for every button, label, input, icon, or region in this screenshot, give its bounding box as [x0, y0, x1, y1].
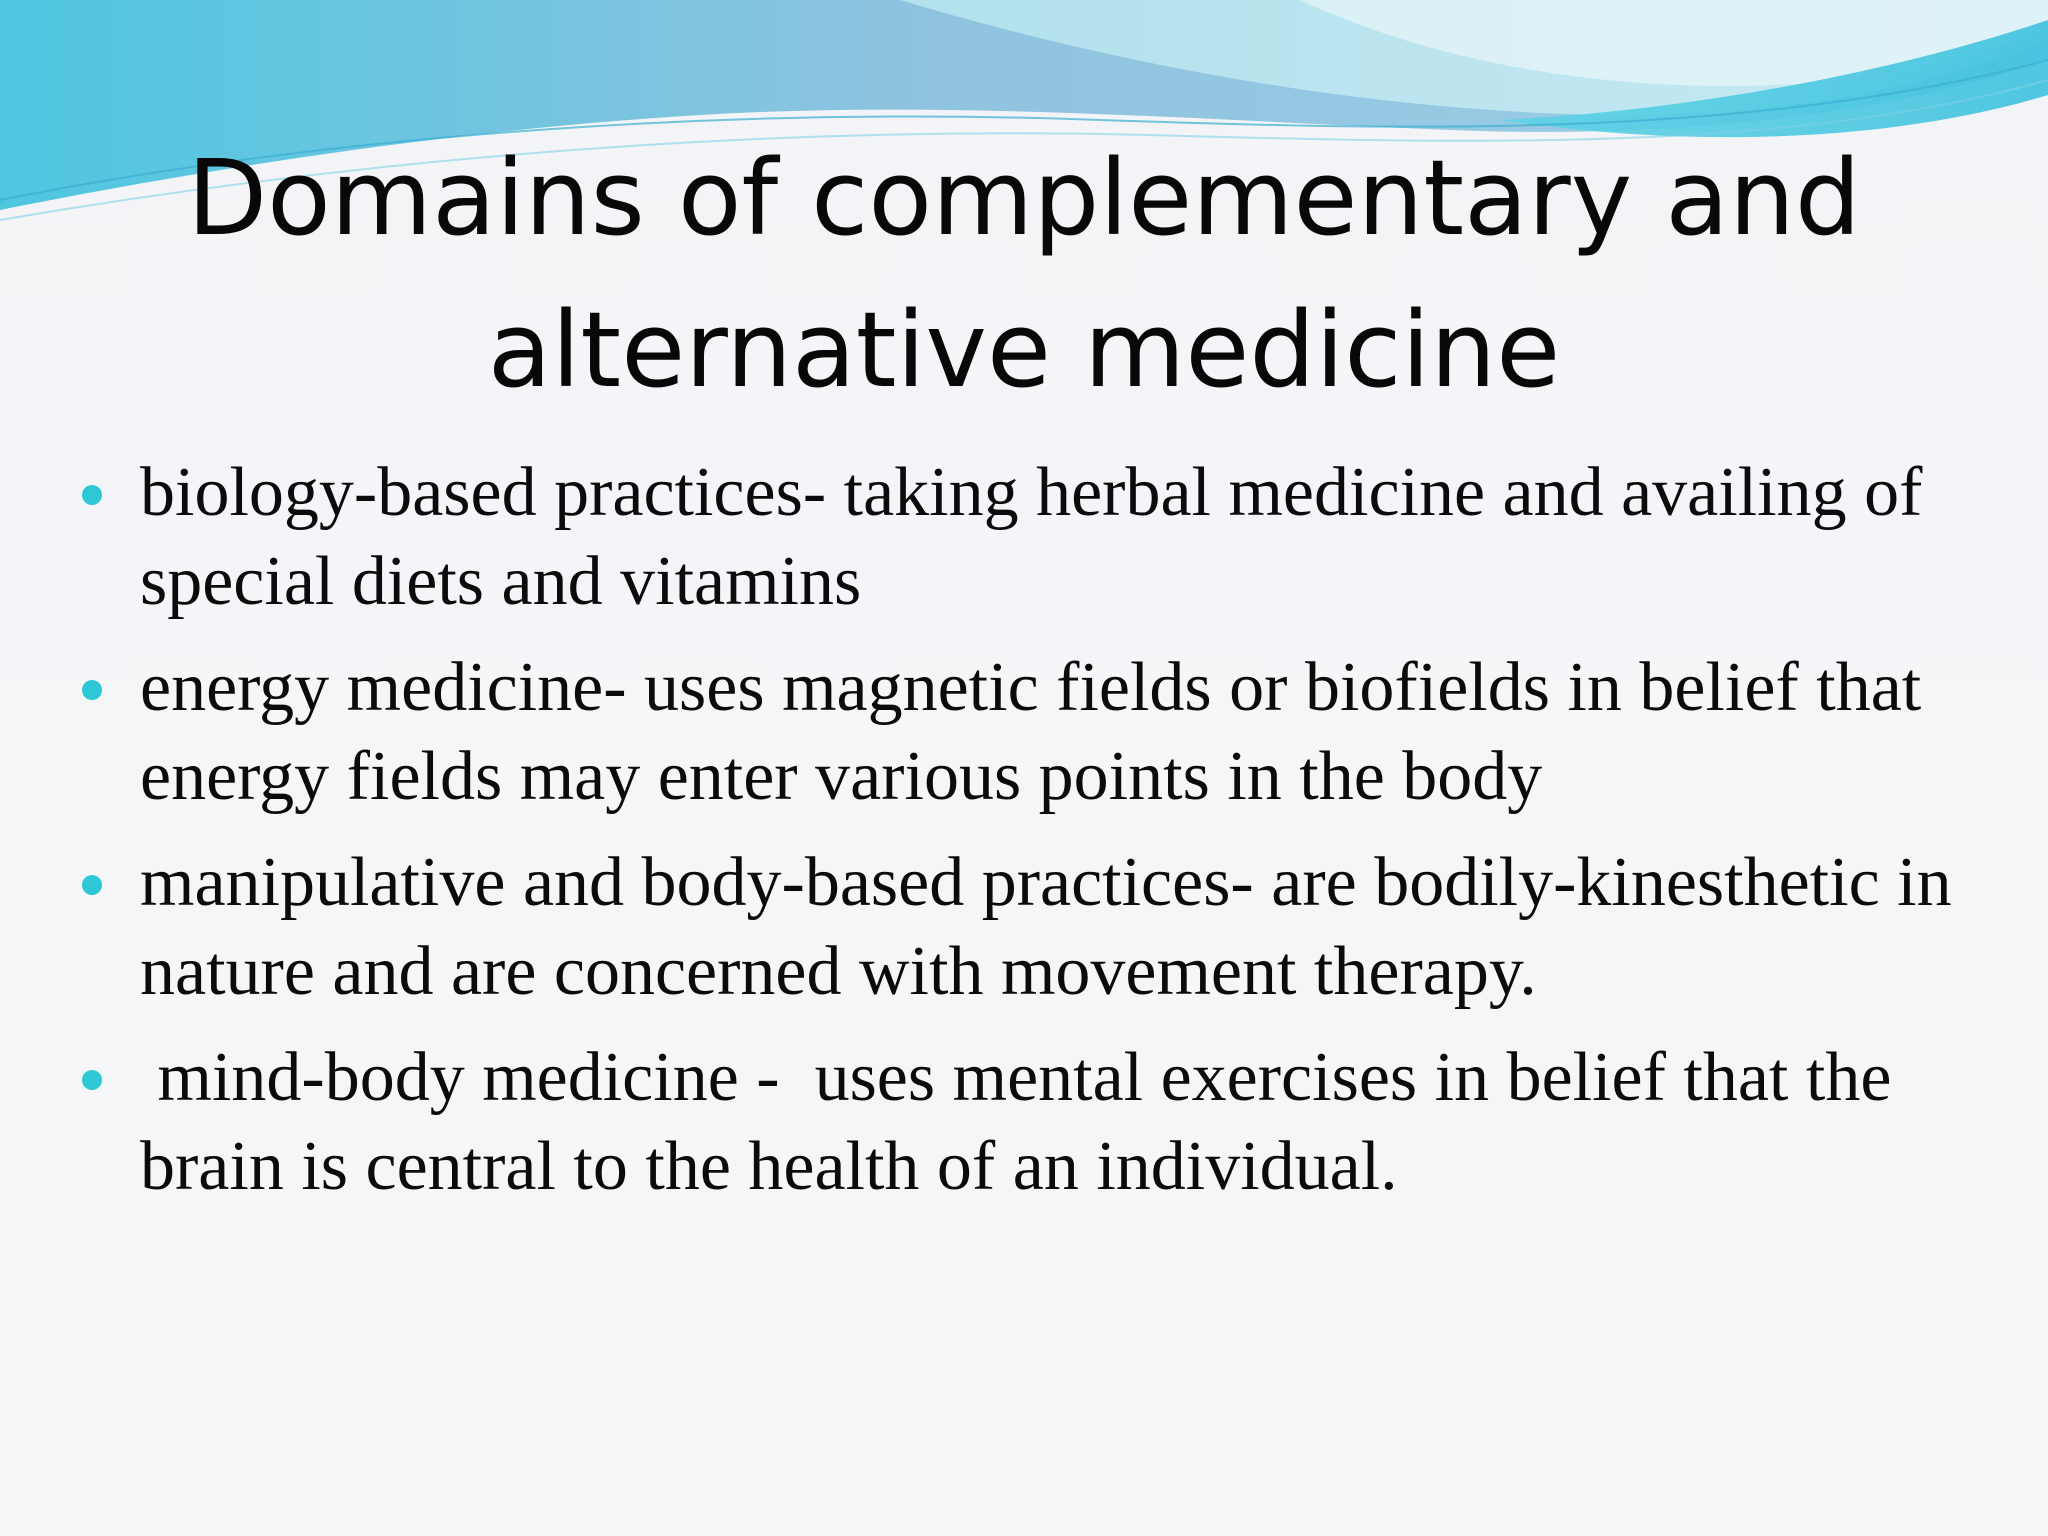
- bullet-item-manipulative: [80, 838, 1960, 1016]
- bullet-item-energy-medicine: [80, 643, 1960, 821]
- teal-bullet-icon: [82, 1070, 102, 1090]
- slide-title: Domains of complementary and alternative medicine: [187, 137, 1861, 411]
- teal-bullet-icon: [82, 485, 102, 505]
- teal-bullet-icon: [82, 875, 102, 895]
- bullet-text: energy medicine- uses magnetic fields or biofields in belief that energy fields may enter various points in the body: [140, 649, 1922, 815]
- teal-bullet-icon: [82, 680, 102, 700]
- bullet-item-mind-body: [80, 1033, 1960, 1211]
- bullet-item-biology-based: [80, 448, 1960, 626]
- bullet-text: mind-body medicine - uses mental exercises in belief that the brain is central to the health of an individual.: [140, 1039, 1909, 1205]
- bullet-text: manipulative and body-based practices- are bodily-kinesthetic in nature and are concerned with movement therapy.: [140, 844, 1952, 1010]
- bullet-text: biology-based practices- taking herbal medicine and availing of special diets and vitamins: [140, 454, 1923, 620]
- bullet-list: [80, 448, 1960, 1228]
